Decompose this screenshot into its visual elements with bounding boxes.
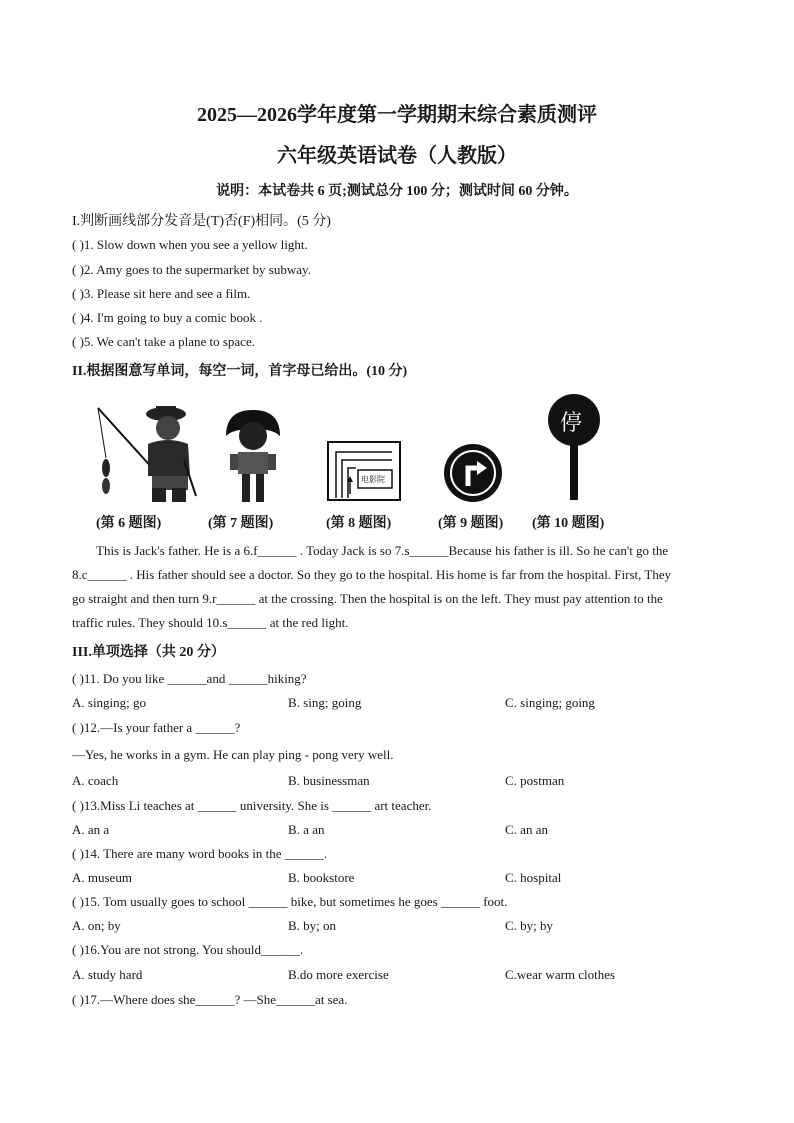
turn-right-sign-picture [442,442,504,504]
picture-caption-10: (第 10 题图) [532,516,605,531]
q13-option-b: B. a an [288,822,325,837]
q12-option-b: B. businessman [288,773,370,788]
picture-caption-6: (第 6 题图) [96,516,162,531]
fisherman-picture [92,400,204,504]
question-14: ( )14. There are many word books in the ______. [72,846,328,861]
q11-option-b: B. sing; going [288,695,362,710]
stop-sign-text: 停 [560,411,583,436]
exam-instructions: 说明：本试卷共 6 页;测试总分 100 分；测试时间 60 分钟。 [216,184,578,199]
question-2: ( )2. Amy goes to the supermarket by subway. [72,262,311,277]
sad-boy-picture [220,408,286,504]
q12-option-c: C. postman [505,773,565,788]
passage-line-4: traffic rules. They should 10.s______ at the red light. [72,615,349,630]
q12-option-a: A. coach [72,773,119,788]
q14-option-c: C. hospital [505,870,562,885]
question-11: ( )11. Do you like ______and ______hiking? [72,671,307,686]
question-17: ( )17.—Where does she______? —She______at sea. [72,992,348,1007]
q15-option-c: C. by; by [505,918,554,933]
q11-option-a: A. singing; go [72,695,147,710]
exam-subtitle: 六年级英语试卷（人教版） [277,145,517,167]
passage-line-2: 8.c______ . His father should see a doctor. So they go to the hospital. His home is far from the hospital. First, They [72,567,672,582]
q15-option-a: A. on; by [72,918,121,933]
q16-option-c: C.wear warm clothes [505,967,616,982]
exam-title: 2025—2026学年度第一学期期末综合素质测评 [197,104,597,126]
cinema-map-picture [326,440,402,502]
question-12-reply: —Yes, he works in a gym. He can play ping - pong very well. [72,747,394,762]
cinema-label: 电影院 [361,475,385,484]
section2-heading: II.根据图意写单词，每空一词，首字母已给出。(10 分) [72,364,408,379]
passage-line-1: This is Jack's father. He is a 6.f______ . Today Jack is so 7.s______Because his father is ill. So he can't go the [96,543,669,558]
section1-heading: I.判断画线部分发音是(T)否(F)相同。(5 分) [72,214,331,229]
picture-caption-9: (第 9 题图) [438,516,504,531]
q15-option-b: B. by; on [288,918,337,933]
q11-option-c: C. singing; going [505,695,595,710]
q14-option-b: B. bookstore [288,870,355,885]
question-4: ( )4. I'm going to buy a comic book . [72,310,263,325]
question-1: ( )1. Slow down when you see a yellow light. [72,237,308,252]
passage-line-3: go straight and then turn 9.r______ at the crossing. Then the hospital is on the left. They must pay attention to the [72,591,663,606]
question-12: ( )12.—Is your father a ______? [72,720,241,735]
section3-heading: III.单项选择（共 20 分） [72,645,225,660]
question-15: ( )15. Tom usually goes to school ______ bike, but sometimes he goes ______ foot. [72,894,508,909]
q14-option-a: A. museum [72,870,132,885]
q16-option-a: A. study hard [72,967,143,982]
question-16: ( )16.You are not strong. You should______. [72,942,304,957]
question-5: ( )5. We can't take a plane to space. [72,334,255,349]
question-3: ( )3. Please sit here and see a film. [72,286,251,301]
picture-caption-7: (第 7 题图) [208,516,274,531]
q13-option-a: A. an a [72,822,110,837]
picture-caption-8: (第 8 题图) [326,516,392,531]
q16-option-b: B.do more exercise [288,967,389,982]
question-13: ( )13.Miss Li teaches at ______ university. She is ______ art teacher. [72,798,432,813]
q13-option-c: C. an an [505,822,548,837]
